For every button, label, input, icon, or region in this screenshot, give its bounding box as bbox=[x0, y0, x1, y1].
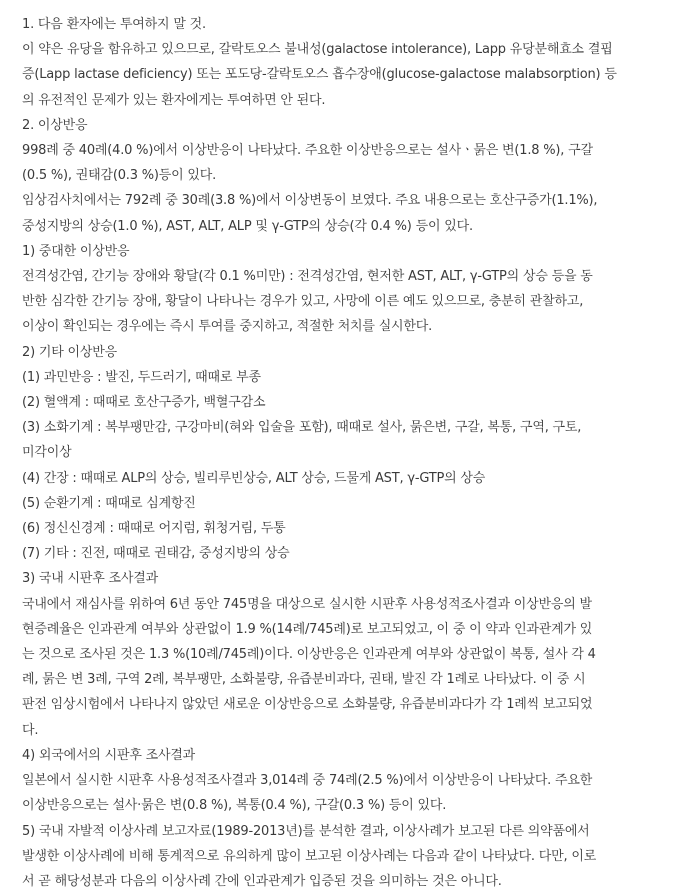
text-line: (1) 과민반응 : 발진, 두드러기, 때때로 부종 bbox=[22, 369, 261, 385]
text-line: 이 약은 유당을 함유하고 있으므로, 갈락토오스 불내성(galactose intolerance), Lapp 유당분해효소 결핍 bbox=[22, 42, 613, 58]
text-line: 다. bbox=[22, 722, 39, 738]
text-line: 의 유전적인 문제가 있는 환자에게는 투여하면 안 된다. bbox=[22, 92, 326, 108]
text-line: 례, 묽은 변 3례, 구역 2례, 복부팽만, 소화불량, 유즙분비과다, 권태, 발진 각 1례로 나타났다. 이 중 시 bbox=[22, 672, 586, 688]
text-line: 1. 다음 환자에는 투여하지 말 것. bbox=[22, 17, 206, 32]
text-line: (6) 정신신경계 : 때때로 어지럼, 휘청거림, 두통 bbox=[22, 521, 286, 537]
text-line: 998례 중 40례(4.0 %)에서 이상반응이 나타났다. 주요한 이상반응으로는 설사ㆍ묽은 변(1.8 %), 구갈 bbox=[22, 143, 593, 159]
text-line: 임상검사치에서는 792례 중 30례(3.8 %)에서 이상변동이 보였다. 주요 내용으로는 호산구증가(1.1%), bbox=[22, 193, 598, 209]
text-line: 미각이상 bbox=[22, 445, 72, 461]
text-line: 3) 국내 시판후 조사결과 bbox=[22, 571, 158, 587]
text-line: 2. 이상반응 bbox=[22, 117, 88, 133]
text-line: 이상이 확인되는 경우에는 즉시 투여를 중지하고, 적절한 처치를 실시한다. bbox=[22, 319, 433, 335]
text-line: 중성지방의 상승(1.0 %), AST, ALT, ALP 및 γ-GTP의 상승(각 0.4 %) 등이 있다. bbox=[22, 218, 473, 234]
text-line: (3) 소화기계 : 복부팽만감, 구강마비(혀와 입술을 포함), 때때로 설사, 묽은변, 구갈, 복통, 구역, 구토, bbox=[22, 420, 582, 436]
text-line: (2) 혈액계 : 때때로 호산구증가, 백혈구감소 bbox=[22, 395, 266, 411]
text-line: (7) 기타 : 진전, 때때로 권태감, 중성지방의 상승 bbox=[22, 546, 290, 562]
text-line: 이상반응으로는 설사·묽은 변(0.8 %), 복통(0.4 %), 구갈(0.3 %) 등이 있다. bbox=[22, 798, 447, 814]
text-line: 4) 외국에서의 시판후 조사결과 bbox=[22, 747, 196, 763]
text-line: 반한 심각한 간기능 장애, 황달이 나타나는 경우가 있고, 사망에 이른 예도 있으므로, 충분히 관찰하고, bbox=[22, 294, 584, 310]
text-line: 증(Lapp lactase deficiency) 또는 포도당-갈락토오스 흡수장애(glucose-galactose malabsorption) 등 bbox=[22, 67, 617, 83]
text-line: 일본에서 실시한 시판후 사용성적조사결과 3,014례 중 74례(2.5 %)에서 이상반응이 나타났다. 주요한 bbox=[22, 773, 593, 789]
text-line: 전격성간염, 간기능 장애와 황달(각 0.1 %미만) : 전격성간염, 현저한 AST, ALT, γ-GTP의 상승 등을 동 bbox=[22, 269, 593, 285]
text-line: 서 곧 해당성분과 다음의 이상사례 간에 인과관계가 입증된 것을 의미하는 것은 아니다. bbox=[22, 873, 502, 889]
text-line: (5) 순환기계 : 때때로 심계항진 bbox=[22, 495, 196, 511]
text-line: 판전 임상시험에서 나타나지 않았던 새로운 이상반응으로 소화불량, 유즙분비과다가 각 1례씩 보고되었 bbox=[22, 697, 593, 713]
text-line: 현증례율은 인과관계 여부와 상관없이 1.9 %(14례/745례)로 보고되었고, 이 중 이 약과 인과관계가 있 bbox=[22, 621, 593, 637]
text-line: 국내에서 재심사를 위하여 6년 동안 745명을 대상으로 실시한 시판후 사용성적조사결과 이상반응의 발 bbox=[22, 596, 592, 612]
text-line: 5) 국내 자발적 이상사례 보고자료(1989-2013년)를 분석한 결과, 이상사례가 보고된 다른 의약품에서 bbox=[22, 823, 590, 839]
text-line: 발생한 이상사례에 비해 통계적으로 유의하게 많이 보고된 이상사례는 다음과 같이 나타났다. 다만, 이로 bbox=[22, 848, 597, 864]
text-line: 는 것으로 조사된 것은 1.3 %(10례/745례)이다. 이상반응은 인과관계 여부와 상관없이 복통, 설사 각 4 bbox=[22, 647, 596, 663]
text-line: (0.5 %), 권태감(0.3 %)등이 있다. bbox=[22, 168, 217, 184]
text-line: 1) 중대한 이상반응 bbox=[22, 243, 130, 259]
text-line: 2) 기타 이상반응 bbox=[22, 344, 117, 360]
text-line: (4) 간장 : 때때로 ALP의 상승, 빌리루빈상승, ALT 상승, 드물게 AST, γ-GTP의 상승 bbox=[22, 470, 486, 486]
